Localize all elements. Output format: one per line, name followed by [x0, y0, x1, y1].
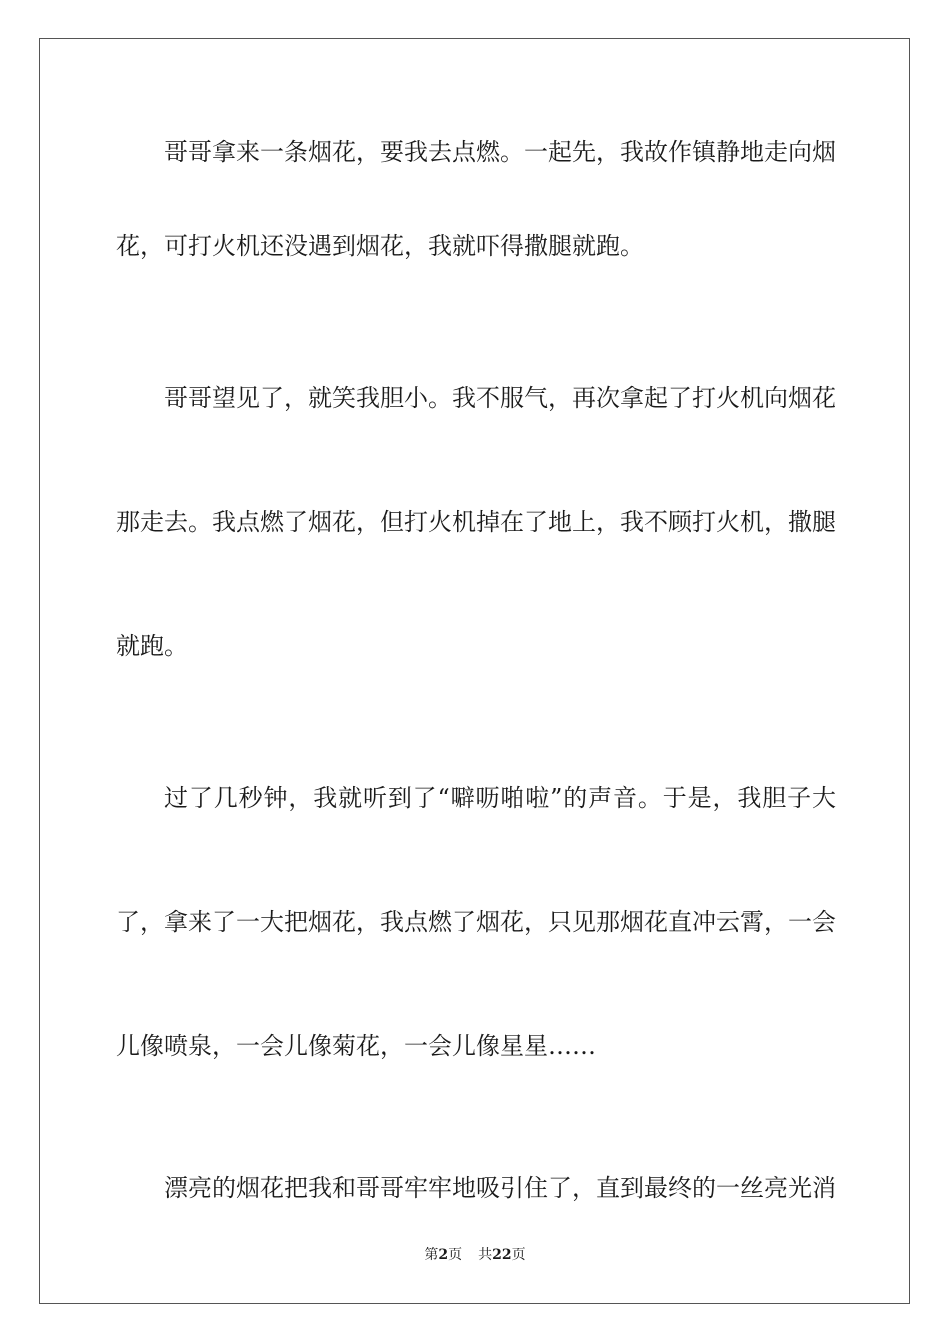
text-line: 花，可打火机还没遇到烟花，我就吓得撒腿就跑。 — [116, 232, 644, 260]
text-line: 了，拿来了一大把烟花，我点燃了烟花，只见那烟花直冲云霄，一会 — [116, 908, 836, 936]
text-line: 那走去。我点燃了烟花，但打火机掉在了地上，我不顾打火机，撒腿 — [116, 508, 836, 536]
page-footer — [0, 1244, 950, 1264]
page-prefix: 第 — [424, 1247, 439, 1263]
text-line: 漂亮的烟花把我和哥哥牢牢地吸引住了，直到最终的一丝亮光消 — [164, 1174, 836, 1202]
text-line: 就跑。 — [116, 632, 188, 660]
total-prefix: 共 — [478, 1247, 493, 1263]
total-pages: 22 — [492, 1247, 512, 1263]
text-line: 哥哥拿来一条烟花，要我去点燃。一起先，我故作镇静地走向烟 — [164, 138, 836, 166]
page-number: 2 — [438, 1247, 449, 1263]
text-line: 儿像喷泉，一会儿像菊花，一会儿像星星…… — [116, 1032, 596, 1060]
text-line: 过了几秒钟，我就听到了“噼呖啪啦”的声音。于是，我胆子大 — [164, 784, 836, 812]
page-suffix: 页 — [448, 1247, 463, 1263]
total-suffix: 页 — [511, 1247, 526, 1263]
text-line: 哥哥望见了，就笑我胆小。我不服气，再次拿起了打火机向烟花 — [164, 384, 836, 412]
